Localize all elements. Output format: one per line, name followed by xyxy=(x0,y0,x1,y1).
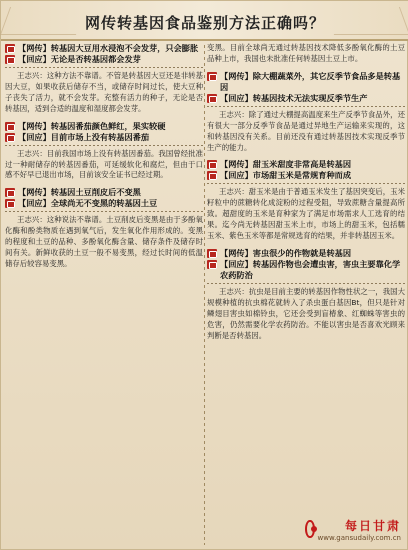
response-line: 【回应】目前市场上没有转基因番茄 xyxy=(5,132,203,143)
red-tag-icon xyxy=(5,188,15,197)
right-column xyxy=(207,43,405,547)
red-tag-icon xyxy=(5,55,15,64)
red-tag-icon xyxy=(207,249,217,258)
column-divider xyxy=(204,45,205,545)
answer-text: 王志兴：这种说法不靠谱。土豆削皮后变黑是由于多酚氧化酶和酚类物质在遇到氧气后，发生氧化作用形成的。变黑的程度和土豆的品种、多酚氧化酶含量、储存条件及储存时间有关。新鲜收获的土豆一般不易变黑，经过长时间的低温储存后较容易变黑。 xyxy=(5,215,203,268)
qa-block xyxy=(5,43,203,115)
claim-line: 【网传】甜玉米甜度非常高是转基因 xyxy=(207,159,405,170)
response-line: 【回应】转基因作物也会遭虫害，害虫主要靠化学农药防治 xyxy=(207,259,405,281)
response-line: 【回应】市场甜玉米是常规育种而成 xyxy=(207,170,405,181)
continued-answer-text: 变黑。目前全球尚无通过转基因技术降低多酚氧化酶的土豆品种上市，我国也未批准任何转基因土豆上市。 xyxy=(207,43,405,63)
response-line: 【回应】转基因技术无法实现反季节生产 xyxy=(207,93,405,104)
watermark-brand: 每日甘肃 xyxy=(344,518,401,533)
qa-block xyxy=(207,71,405,154)
page-title: 网传转基因食品鉴别方法正确吗？ xyxy=(84,14,325,32)
claim-line: 【网传】转基因大豆用水浸泡不会发芽，只会膨胀 xyxy=(5,43,203,54)
dotted-separator xyxy=(207,106,405,107)
red-tag-icon xyxy=(207,171,217,180)
claim-line: 【网传】转基因番茄颜色鲜红，果实较硬 xyxy=(5,121,203,132)
answer-text: 王志兴：抗虫是目前主要的转基因作物性状之一，我国大规模种植的抗虫棉花就转入了杀虫蛋白基因Bt，但只是针对鳞翅目害虫如棉铃虫，它还会受到盲椿象、红蜘蛛等害虫的危害，仍然需要化学农药防治。不能以害虫是否喜欢光顾来判断是否转基因。 xyxy=(207,286,405,340)
answer-text: 王志兴：除了通过大棚提高温度来生产反季节食品外，还有很大一部分反季节食品是通过异地生产运输来实现的，这和转基因没有关系。目前还没有通过转基因技术实现反季节生产的能力。 xyxy=(207,109,405,152)
dotted-separator xyxy=(5,67,203,68)
dotted-separator xyxy=(207,183,405,184)
watermark-url: www.gansudaily.com.cn xyxy=(317,533,401,542)
left-column xyxy=(5,43,203,547)
claim-line: 【网传】转基因土豆削皮后不变黑 xyxy=(5,187,203,198)
red-tag-icon xyxy=(5,44,15,53)
qa-block xyxy=(5,187,203,270)
red-tag-icon xyxy=(5,133,15,142)
answer-text: 王志兴：目前我国市场上没有转基因番茄。我国曾经批准过一种耐储存的转基因番茄，可延缓软化和腐烂，但由于口感不好早已退出市场，目前该安全证书已经过期。 xyxy=(5,148,203,180)
red-tag-icon xyxy=(207,160,217,169)
red-tag-icon xyxy=(207,94,217,103)
dotted-separator xyxy=(207,283,405,284)
red-tag-icon xyxy=(207,72,217,81)
continued-text-block xyxy=(207,43,405,65)
red-tag-icon xyxy=(5,122,15,131)
dotted-separator xyxy=(5,145,203,146)
answer-text: 王志兴：这种方法不靠谱。不管是转基因大豆还是非转基因大豆，如果收获后储存不当，或储存时间过长，使大豆种子丧失了活力，就不会发芽。充整有活力的种子，无论是否转基因，适到合适的温度和湿度都会发芽。 xyxy=(5,71,203,113)
brand-logo-icon xyxy=(305,520,315,538)
answer-text: 王志兴：甜玉米是由于普通玉米发生了基因突变后，玉米籽粒中的蔗糖转化成淀粉的过程受阻，导致蔗糖含量提高所致。超甜度的玉米是育种家为了满足市场需求人工选育的结果。迄今尚无转基因甜玉米上市，市场上的甜玉米，包括糯玉米、紫色玉米等都是常规选育的结果，并非转基因玉米。 xyxy=(207,187,405,241)
response-line: 【回应】全球尚无不变黑的转基因土豆 xyxy=(5,198,203,209)
red-tag-icon xyxy=(207,260,217,269)
title-bar xyxy=(1,1,408,41)
response-line: 【回应】无论是否转基因都会发芽 xyxy=(5,54,203,65)
claim-line: 【网传】害虫很少的作物就是转基因 xyxy=(207,248,405,259)
qa-block xyxy=(5,121,203,182)
claim-line: 【网传】除大棚蔬菜外，其它反季节食品多是转基因 xyxy=(207,71,405,93)
site-watermark xyxy=(305,515,401,543)
qa-block xyxy=(207,248,405,342)
red-tag-icon xyxy=(5,199,15,208)
dotted-separator xyxy=(5,211,203,212)
qa-block xyxy=(207,159,405,242)
